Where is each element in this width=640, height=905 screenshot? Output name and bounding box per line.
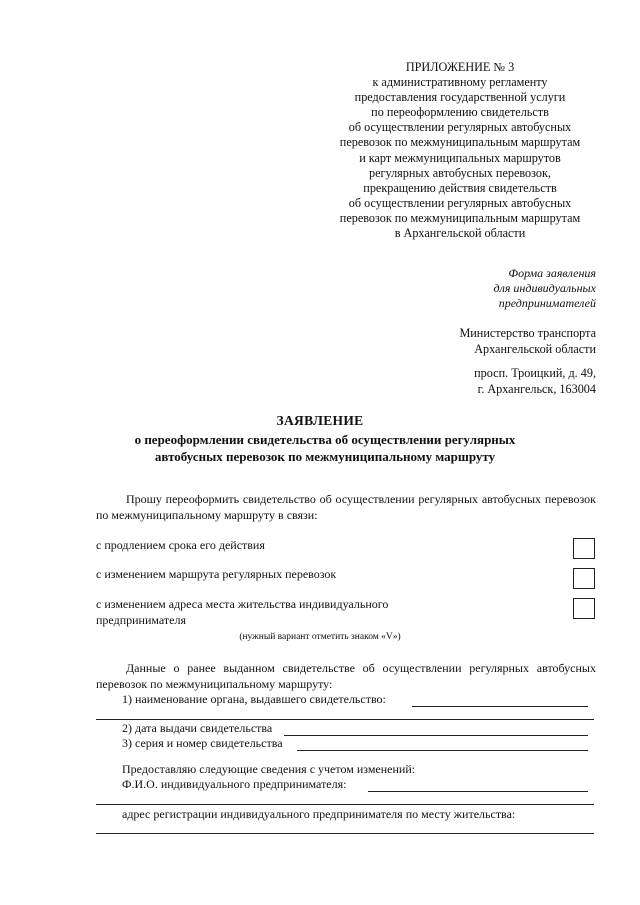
option-label: с продлением срока его действия <box>96 538 265 552</box>
appendix-line: и карт межмуниципальных маршрутов <box>359 150 561 165</box>
issuer-field-continued[interactable] <box>96 719 594 720</box>
reg-address-field[interactable] <box>96 833 594 834</box>
issuer-field[interactable] <box>412 706 588 707</box>
previous-text: Данные о ранее выданном свидетельстве об осуществлении регулярных автобусных перевозок по межмуниципальному маршруту: <box>96 661 596 691</box>
form-kind-line: Форма заявления <box>508 266 596 280</box>
recipient-line: Министерство транспорта <box>459 326 596 340</box>
option-label: с изменением адреса места жительства индивидуального предпринимателя <box>96 597 389 627</box>
options-note: (нужный вариант отметить знаком «V») <box>239 632 401 642</box>
appendix-line: перевозок по межмуниципальным маршрутам <box>339 135 581 150</box>
subtitle-line: о переоформлении свидетельства об осуществлении регулярных <box>134 432 516 447</box>
option-checkbox-route-change[interactable] <box>573 568 595 589</box>
issue-date-field[interactable] <box>284 735 588 736</box>
request-paragraph <box>96 492 596 523</box>
form-kind-note <box>494 266 596 311</box>
recipient-block <box>459 326 596 357</box>
appendix-line: об осуществлении регулярных автобусных <box>348 120 572 135</box>
changes-intro: Предоставляю следующие сведения с учетом изменений: <box>122 762 416 776</box>
fio-label: Ф.И.О. индивидуального предпринимателя: <box>122 777 347 791</box>
document-subtitle <box>60 431 590 465</box>
option-checkbox-address-change[interactable] <box>573 598 595 619</box>
series-number-field[interactable] <box>297 750 588 751</box>
address-line: г. Архангельск, 163004 <box>477 381 596 396</box>
appendix-header <box>320 60 600 241</box>
appendix-line: по переоформлению свидетельств <box>371 105 549 120</box>
form-kind-line: для индивидуальных <box>493 281 596 295</box>
issue-date-label: 2) дата выдачи свидетельства <box>122 721 273 735</box>
address-line: просп. Троицкий, д. 49, <box>474 366 596 380</box>
recipient-address <box>474 366 596 397</box>
previous-paragraph <box>96 661 596 692</box>
appendix-line: предоставления государственной услуги <box>354 90 566 105</box>
option-label: с изменением маршрута регулярных перевозок <box>96 567 337 581</box>
issuer-label: 1) наименование органа, выдавшего свидетельство: <box>122 692 386 706</box>
appendix-line: об осуществлении регулярных автобусных <box>348 195 572 210</box>
reg-address-label: адрес регистрации индивидуального предпринимателя по месту жительства: <box>122 807 516 821</box>
appendix-line: перевозок по межмуниципальным маршрутам <box>339 210 581 225</box>
appendix-line: прекращению действия свидетельств <box>363 180 557 195</box>
appendix-line: к административному регламенту <box>372 75 548 90</box>
recipient-line: Архангельской области <box>474 341 596 356</box>
fio-field[interactable] <box>368 791 588 792</box>
request-text: Прошу переоформить свидетельство об осуществлении регулярных автобусных перевозок по межмуниципальному маршруту в связи: <box>96 492 596 522</box>
form-kind-line: предпринимателей <box>498 296 596 310</box>
document-title: ЗАЯВЛЕНИЕ <box>276 413 364 428</box>
subtitle-line: автобусных перевозок по межмуниципальному маршруту <box>154 449 496 464</box>
series-number-label: 3) серия и номер свидетельства <box>122 736 283 750</box>
appendix-line: ПРИЛОЖЕНИЕ № 3 <box>405 60 515 74</box>
option-checkbox-extension[interactable] <box>573 538 595 559</box>
appendix-line: регулярных автобусных перевозок, <box>369 165 551 180</box>
appendix-line: в Архангельской области <box>394 226 526 241</box>
fio-field-continued[interactable] <box>96 804 594 805</box>
